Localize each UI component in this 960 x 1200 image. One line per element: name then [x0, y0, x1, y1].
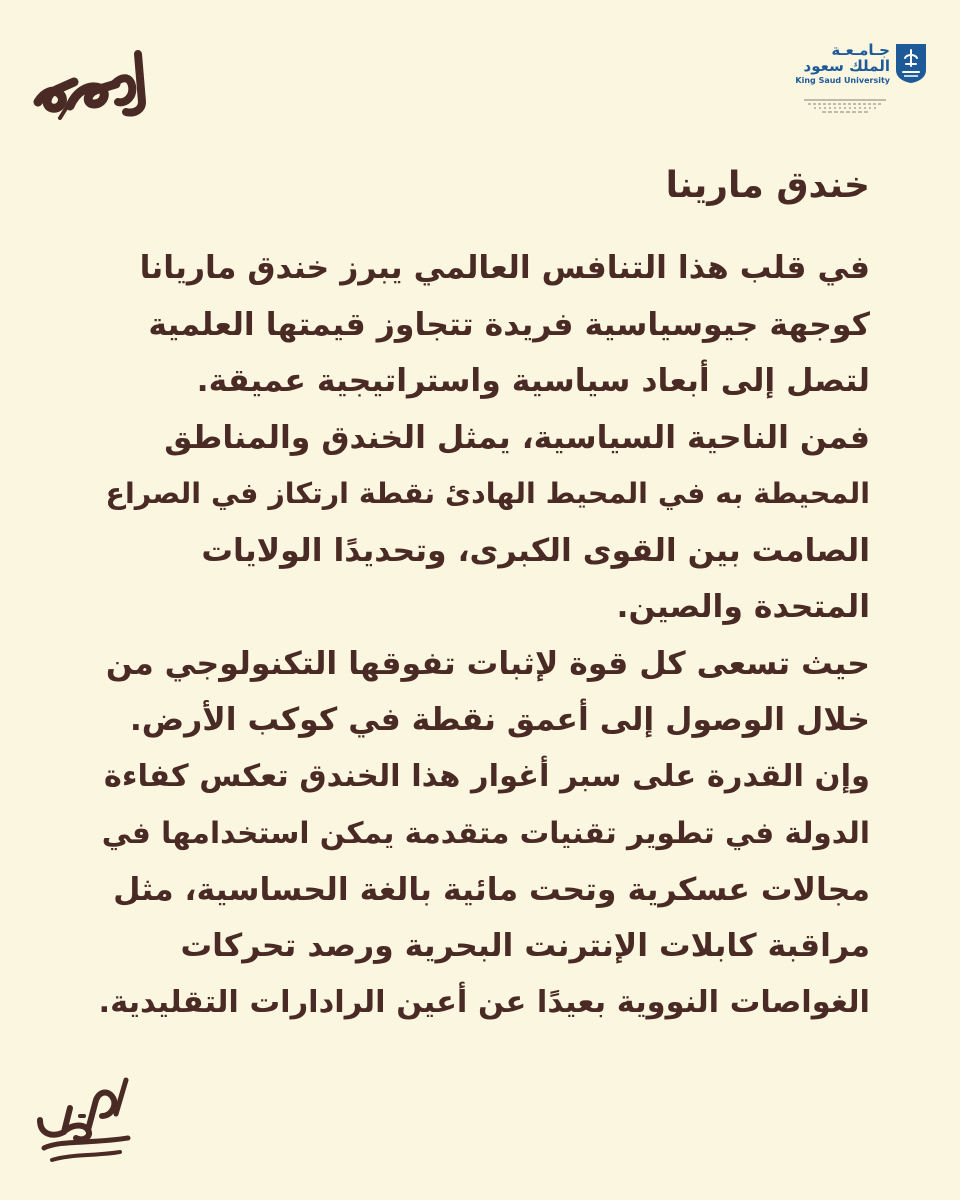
bawsala-logo — [30, 1060, 140, 1170]
article-line: الغواصات النووية بعيدًا عن أعين الرادارات التقليدية. — [98, 984, 870, 1020]
article-line: لتصل إلى أبعاد سياسية واستراتيجية عميقة. — [196, 363, 870, 399]
article-line: فمن الناحية السياسية، يمثل الخندق والمناطق — [164, 419, 870, 456]
article-line: المتحدة والصين. — [616, 589, 870, 625]
article-line: الصامت بين القوى الكبرى، وتحديدًا الولايات — [201, 532, 870, 569]
article-line: مجالات عسكرية وتحت مائية بالغة الحساسية، مثل — [113, 871, 870, 908]
article-line: خلال الوصول إلى أعمق نقطة في كوكب الأرض. — [129, 702, 870, 738]
article-line: مراقبة كابلات الإنترنت البحرية ورصد تحركات — [180, 928, 870, 964]
university-motto-decoration — [798, 96, 892, 116]
university-name-ar-line1: جـامـعـة — [831, 41, 890, 59]
article-line: حيث تسعى كل قوة لإثبات تفوقها التكنولوجي من — [105, 645, 870, 682]
article-line: كوجهة جيوسياسية فريدة تتجاوز قيمتها العلمية — [148, 306, 870, 343]
king-saud-university-logo — [796, 34, 932, 120]
article — [96, 156, 870, 1031]
madar-logo — [30, 32, 160, 122]
article-line: الدولة في تطوير تقنيات متقدمة يمكن استخدامها في — [101, 816, 870, 850]
university-emblem-icon — [894, 42, 928, 84]
university-name-en: King Saud University — [795, 76, 890, 85]
university-badge — [796, 38, 930, 90]
university-name-ar-line2: الملك سعود — [803, 57, 890, 75]
article-title: خندق مارينا — [665, 165, 870, 206]
article-line: في قلب هذا التنافس العالمي يبرز خندق ماريانا — [139, 250, 870, 286]
article-line: المحيطة به في المحيط الهادئ نقطة ارتكاز في الصراع — [105, 477, 870, 510]
university-name-ar — [804, 42, 890, 74]
article-body — [96, 240, 870, 1031]
article-line: وإن القدرة على سبر أغوار هذا الخندق تعكس كفاءة — [103, 758, 870, 794]
